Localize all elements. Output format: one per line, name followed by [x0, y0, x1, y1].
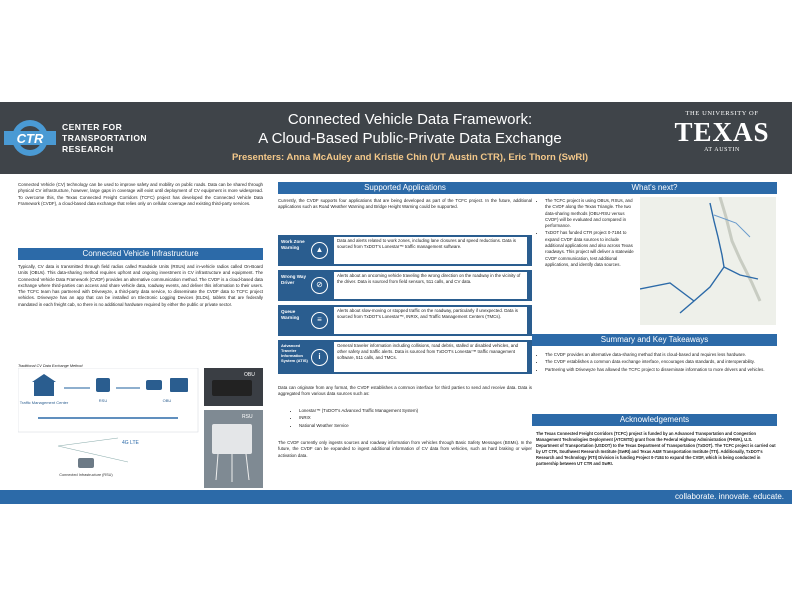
no-entry-icon: ⊘ — [311, 277, 328, 294]
title-line-1: Connected Vehicle Data Framework: — [287, 111, 533, 128]
takeaway-item: • Partnering with Drivewyze has allowed the TCFC project to disseminate information to more drivers and vehicles. — [545, 367, 776, 373]
ctr-name-line: RESEARCH — [62, 144, 114, 154]
source-item: • Lonestar™ (TxDOT's Advanced Traffic Management System) — [299, 408, 530, 414]
label-tmc: Traffic Management Center — [19, 400, 69, 405]
sources-list — [290, 408, 530, 430]
app-label: Queue Warning — [281, 309, 300, 320]
cone-icon: ▲ — [311, 242, 328, 259]
section-heading-infrastructure: Connected Vehicle Infrastructure — [18, 248, 263, 260]
info-icon: i — [311, 349, 328, 366]
section-heading-acknowledgements: Acknowledgements — [532, 414, 777, 426]
svg-text:CTR: CTR — [16, 131, 44, 146]
label-obu-photo: OBU — [244, 372, 255, 378]
poster-header — [0, 102, 792, 174]
whats-next-list — [536, 198, 634, 269]
takeaway-item: • The CVDF provides an alternative data-sharing method that is cloud-based and requires less hardware. — [545, 352, 776, 358]
tagline: collaborate. innovate. educate. — [675, 492, 784, 501]
poster-title — [190, 110, 630, 148]
ctr-logo-icon — [4, 119, 56, 157]
section-heading-applications: Supported Applications — [278, 182, 532, 194]
cv-exchange-diagram — [18, 368, 263, 488]
poster — [0, 102, 792, 504]
app-description: Alerts about an oncoming vehicle traveling the wrong direction on the roadway in the vicinity of the driver. Data is sourced from field sensors, 511 calls, and CV data. — [334, 272, 527, 299]
applications-intro: Currently, the CVDF supports four applications that are being developed as part of the TCFC project. In the future, additional applications such as Road Weather Warning and Bridge Height Warning could be supported. — [278, 198, 532, 210]
car-icon — [146, 380, 162, 390]
app-label: Advanced Traveler Information System (ATIS) — [281, 343, 308, 363]
label-connected-infra: Connected Infrastructure (RSU) — [59, 473, 113, 477]
applications-closing: The CVDF currently only ingests sources and roadway information from vehicles through Basic Safety Messages (BSMs). In the future, the CVDF can be expanded to ingest additional information of CV data from vehicles, such as hard braking or wiper activation data. — [278, 440, 532, 458]
car-queue-icon: ≡ — [311, 312, 328, 329]
infrastructure-text: Typically, CV data is transmitted through field radios called Roadside Units (RSUs) and in-vehicle radios called On-Board Units (OBUs). This data-sharing method requires upfront and ongoing investment in CV infrastructure and equipment. The Connected Vehicle Data Framework (CVDF) provides an alternative communication method. The CVDF is a cloud-based data exchange where third-parties can access and share vehicle data, roadway events, and deliver this information to their users. The TCFC team has partnered with Drivewyze, a third-party data service, to disseminate the CVDF data to TCFC project vehicles. Drivewyze has an app that can be installed on Electronic Logging Devices (ELDs), tablets that are federally mandated in each freight cab, so there is no additional hardware required by either the public or private sector. — [18, 264, 263, 307]
takeaways-list — [536, 352, 776, 374]
app-description: Alerts about slow-moving or stopped traffic on the roadway, particularly if unexpected. Data is sourced from TxDOT's Lonestar™, INRIX, and Traffic Management Centers (TMCs). — [334, 307, 527, 334]
building-body — [34, 382, 54, 396]
ut-logo-texas: TEXAS — [674, 117, 770, 147]
rsu-device — [212, 424, 252, 454]
ut-austin-logo — [670, 110, 774, 153]
title-line-2: A Cloud-Based Public-Private Data Exchange — [258, 130, 562, 147]
ut-logo-bottom: AT AUSTIN — [704, 147, 740, 153]
source-item: • INRIX — [299, 415, 530, 421]
label-rsu-photo: RSU — [242, 414, 253, 420]
label-obu: OBU — [162, 398, 172, 403]
label-rsu: RSU — [98, 398, 108, 403]
section-heading-whats-next: What's next? — [532, 182, 777, 194]
presenters: Presenters: Anna McAuley and Kristie Chin (UT Austin CTR), Eric Thorn (SwRI) — [231, 152, 589, 163]
acknowledgements-text: The Texas Connected Freight Corridors (TCFC) project is funded by an Advanced Transportation and Congestion Management Technologies Deployment (ATCMTD) grant from the Federal Highway Administration (FHWA), U.S. Department of Transportation (USDOT) to the Texas Department of Transportation (TxDOT). The TCFC project is carried out by UT CTR, Southwest Research Institute (SwRI) and Texas A&M Transportation Institute (TTI). Additionally, TxDOT's Research and Technology (RTI) Division is funding Project 0-7184 to expand the CVDF, which is being conducted in partnership between UT CTR and SwRI. — [536, 431, 776, 466]
source-item: • National Weather Service — [299, 423, 530, 429]
figure-caption: Traditional CV Data Exchange Method — [18, 364, 83, 368]
sources-intro: Data can originate from any format, the CVDF establishes a common interface for third parties to send and receive data. Data is aggregated from various data sources such as: — [278, 385, 532, 397]
rsu-icon — [78, 458, 94, 468]
ut-logo-top: THE UNIVERSITY OF — [685, 110, 759, 117]
app-description: General traveler information including collisions, road debris, stalled or disabled vehicles, and other safety and traffic alerts. Data is sourced from TxDOT's Lonestar™ traffic management software, 511 calls, and TMCs. — [334, 342, 527, 372]
footer-bar — [0, 490, 792, 504]
whats-next-item: • TxDOT has funded CTR project 0-7184 to expand CVDF data sources to include additional applications and also across Texas roadways. This project will deliver a statewide CVDF communication, test additional applications, and identify data sources. — [545, 230, 634, 268]
app-label: Work Zone Warning — [281, 239, 305, 250]
map-background — [640, 197, 776, 325]
app-work-zone-warning — [278, 235, 532, 266]
antenna-icon — [96, 378, 110, 392]
ctr-name — [62, 122, 147, 155]
app-description: Data and alerts related to work zones, including lane closures and speed reductions. Data is sourced from TxDOT's Lonestar™ traffic management software. — [334, 237, 527, 264]
label-4g: 4G LTE — [122, 440, 139, 446]
truck-icon — [170, 378, 188, 392]
ctr-name-line: CENTER FOR — [62, 122, 123, 132]
app-atis — [278, 340, 532, 374]
takeaway-item: • The CVDF establishes a common data exchange interface, encourages data standards, and interoperability. — [545, 359, 776, 365]
intro-text: Connected Vehicle (CV) technology can be used to improve safety and mobility on public roads. Data can be shared through physical CV infrastructure, however, large gaps in coverage will exist until deployment of CV equipment is more widespread. To overcome this, the Texas Connected Freight Corridors (TCFC) project has developed the Connected Vehicle Data Framework (CVDF), a cloud-based data exchange that relies only on cellular coverage and existing third-party services. — [18, 182, 263, 206]
obu-device — [212, 380, 252, 396]
app-label: Wrong Way Driver — [281, 274, 307, 285]
ctr-name-line: TRANSPORTATION — [62, 133, 148, 143]
texas-corridor-map — [640, 197, 776, 325]
section-heading-takeaways: Summary and Key Takeaways — [532, 334, 777, 346]
app-wrong-way-driver — [278, 270, 532, 301]
whats-next-item: • The TCFC project is using OBUs, RSUs, and the CVDF along the Texas Triangle. The two data-sharing methods (OBU-RSU versus CVDF) will be evaluated and compared in performance. — [545, 198, 634, 229]
app-queue-warning — [278, 305, 532, 336]
